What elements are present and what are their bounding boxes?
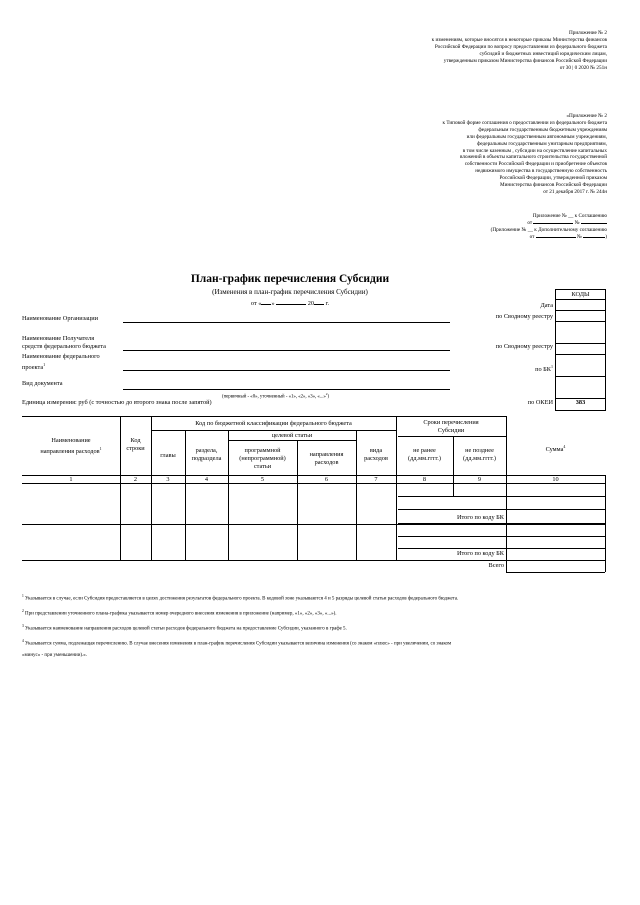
col-header-ne-pozd-1: не позднее [465, 447, 494, 454]
col-header-summa-text: Сумма [545, 446, 564, 454]
appendix2-line: от 21 декабря 2017 г. № 244н [543, 188, 607, 195]
col-header-glavy: главы [160, 452, 176, 459]
col-header-cel: целевой статьи [271, 432, 313, 439]
col-header-razdel-2: подраздела [191, 455, 222, 462]
col-header-code-2: строки [126, 445, 145, 452]
agreement-from-2: от [529, 233, 535, 240]
project-label-2: проекта [22, 364, 44, 372]
footnote-2-num: 2 [22, 609, 24, 614]
col-header-sroki-2: Субсидии [437, 427, 465, 434]
agreement-line: (Приложение № __ к Дополнительному соглашению [490, 226, 607, 233]
footnote-1 [22, 592, 612, 604]
agreement-close-paren: ) [605, 233, 607, 240]
col-num-3: 3 [166, 476, 170, 483]
col-header-code [120, 437, 151, 453]
col-header-napr [297, 451, 356, 467]
col-header-summa [506, 443, 605, 454]
recipient-label-1: Наименование Получателя [22, 335, 95, 342]
field-org-label: Наименование Организации [22, 315, 99, 322]
recipient-label-2: средств федерального бюджета [22, 343, 106, 350]
label-svodny-1: по Сводному реестру [495, 313, 553, 320]
itogo-1: Итого по коду БК [456, 514, 504, 521]
col-num-2: 2 [133, 476, 138, 483]
appendix2-line: или федеральным государственным автономным учреждениям, [466, 133, 607, 140]
appendix2-line: вложений в объекты капитального строительства государственной [460, 154, 607, 161]
col-header-name-sup: 1 [99, 446, 102, 451]
footnote-4 [22, 637, 612, 649]
appendix2-line: собственности Российской Федерации и приобретение объектов [464, 161, 607, 168]
footnote-4b: «минус» - при уменьшении).». [22, 652, 88, 658]
footnote-3-text: Указывается наименование направления расходов целевой статьи расходов федерального бюджета на предоставление Субсидии, указанного в графе 5. [25, 626, 347, 632]
date-year: 20 [307, 300, 315, 307]
appendix-line: Приложение № 2 [569, 30, 607, 36]
agreement-number-sign-2: № [577, 233, 582, 240]
agreement-date-line-2 [357, 234, 607, 241]
col-num-10: 10 [552, 476, 559, 483]
appendix-line: от 30 | 0 2020 № 251н [559, 64, 607, 71]
appendix-header [277, 30, 607, 71]
appendix-header-2 [277, 113, 607, 196]
doc-hint-end: ) [327, 394, 330, 400]
footnote-2 [22, 607, 612, 619]
col-header-code-1: Код [130, 437, 141, 444]
label-date: Дата [540, 302, 553, 309]
col-header-summa-sup: 4 [563, 444, 566, 449]
appendix2-line: в том числе казенным , субсидии на осуществление капитальных [462, 147, 607, 154]
appendix2-line: Министерства финансов Российской Федерации [500, 182, 607, 189]
doc-hint-text: (первичный - «0», уточненный - «1», «2», «3», «...» [222, 394, 326, 400]
label-okei: по ОКЕИ [527, 399, 553, 406]
col-header-vida [356, 447, 396, 463]
col-header-vida-2: расходов [364, 455, 388, 462]
label-bk-text: по БК [535, 366, 551, 374]
agreement-reference [357, 213, 607, 241]
col-header-ne-ranee-2: (дд.мм.гггг.) [408, 455, 441, 462]
col-header-ne-pozd-2: (дд.мм.гггг.) [463, 455, 496, 462]
agreement-from: от [527, 219, 533, 226]
col-header-napr-2: расходов [314, 459, 339, 466]
footnote-1-text: Указывается в случае, если Субсидия предоставляется в целях достижения результатов федерального проекта. В кодовой зоне указываются 4 и 5 разряды целевой статьи расходов федерального бюджета. [25, 596, 459, 602]
col-header-name [22, 437, 120, 456]
col-num-1: 1 [69, 476, 73, 483]
project-label-1: Наименование федерального [22, 353, 100, 360]
itogo-2: Итого по коду БК [456, 550, 504, 557]
appendix-line: к изменениям, которые вносятся в некоторые приказы Министерства финансов [431, 36, 607, 43]
col-header-prog-3: статьи [253, 463, 272, 470]
col-header-ne-ranee-1: не ранее [413, 447, 436, 454]
appendix2-line: «Приложение № 2 [566, 113, 607, 119]
okei-code: 383 [575, 399, 586, 406]
field-recipient-label [22, 335, 106, 351]
appendix2-line: Российской Федерации, утвержденной приказом [499, 175, 607, 182]
page-subtitle: (Изменения в план-график перечисления Субсидии) [212, 288, 368, 296]
col-header-napr-1: направления [309, 451, 344, 458]
title-date-line [180, 300, 400, 308]
field-unit-label: Единица измерения: руб (с точностью до второго знака после запятой) [22, 399, 212, 406]
footnote-2-text: При представлении уточненного плана-графика указывается номер очередного внесения изменения в приложение (например, «1», «2», «3», «...»). [25, 611, 337, 617]
label-svodny-2: по Сводному реестру [495, 343, 553, 350]
agreement-line: Приложение № __ к Соглашению [532, 213, 607, 219]
footnote-1-num: 1 [22, 594, 24, 598]
appendix2-line: федеральным государственным бюджетным учреждениям [478, 126, 607, 133]
agreement-number-sign: № [574, 219, 580, 226]
date-mid: » [271, 300, 275, 307]
project-sup: 1 [43, 362, 46, 367]
col-num-6: 6 [324, 476, 329, 483]
col-header-vida-1: вида [369, 447, 383, 454]
codes-header: КОДЫ [555, 289, 606, 300]
field-org-line [123, 322, 450, 323]
date-prefix: от « [250, 300, 262, 307]
col-header-name-1: Наименование [51, 437, 91, 444]
appendix2-line: федеральным государственным унитарным предприятиям, [477, 140, 607, 147]
col-header-razdel [185, 447, 228, 463]
date-suffix: г. [325, 300, 330, 307]
vsego: Всего [488, 562, 504, 569]
agreement-date-line [357, 220, 607, 227]
footnote-3 [22, 622, 612, 634]
col-header-sroki-1: Сроки перечисления [423, 419, 479, 426]
col-num-4: 4 [204, 476, 209, 483]
col-num-5: 5 [260, 476, 265, 483]
col-header-sroki [396, 419, 506, 435]
field-project-line [123, 370, 450, 371]
footnote-3-num: 3 [22, 624, 24, 629]
col-header-ne-pozd [453, 447, 506, 463]
appendix-line: Российской Федерации по вопросу предоставления из федерального бюджета [434, 43, 607, 50]
doc-hint-sup: 2 [325, 392, 328, 396]
footnote-4-num: 4 [22, 639, 24, 644]
field-doc-line [123, 389, 450, 390]
label-bk [493, 363, 553, 374]
footnotes [22, 592, 612, 660]
col-header-name-2: направления расходов [40, 448, 100, 456]
footnote-4-text-a: Указывается сумма, подлежащая перечислению. В случае внесения изменения в план-график перечисления Субсидии указывается величина изменения (со знаком «плюс» - при увеличении, со знаком [25, 642, 452, 648]
label-bk-sup: 1 [551, 364, 553, 369]
col-num-9: 9 [477, 476, 482, 483]
col-header-prog-1: программной [244, 447, 281, 454]
col-header-prog [228, 447, 297, 471]
col-header-prog-2: (непрограммной) [239, 455, 286, 462]
appendix-line: утвержденным приказом Министерства финансов Российской Федерации [443, 57, 607, 64]
appendix2-line: недвижимого имущества в государственную собственность [475, 168, 607, 175]
field-doc-hint [222, 391, 329, 402]
col-header-ne-ranee [396, 447, 453, 463]
col-header-kbk: Код по бюджетной классификации федерального бюджета [195, 420, 352, 427]
col-num-7: 7 [374, 476, 378, 483]
page-title: План-график перечисления Субсидии [190, 273, 390, 285]
field-project-label [22, 353, 100, 372]
field-doc-label: Вид документа [22, 380, 63, 387]
col-header-razdel-1: раздела, [195, 447, 218, 454]
appendix-line: субсидий и бюджетных инвестиций юридическим лицам, [479, 50, 607, 57]
col-num-8: 8 [422, 476, 427, 483]
appendix2-line: к Типовой форме соглашения о предоставлении из федерального бюджета [442, 119, 607, 126]
field-recipient-line [123, 350, 450, 351]
